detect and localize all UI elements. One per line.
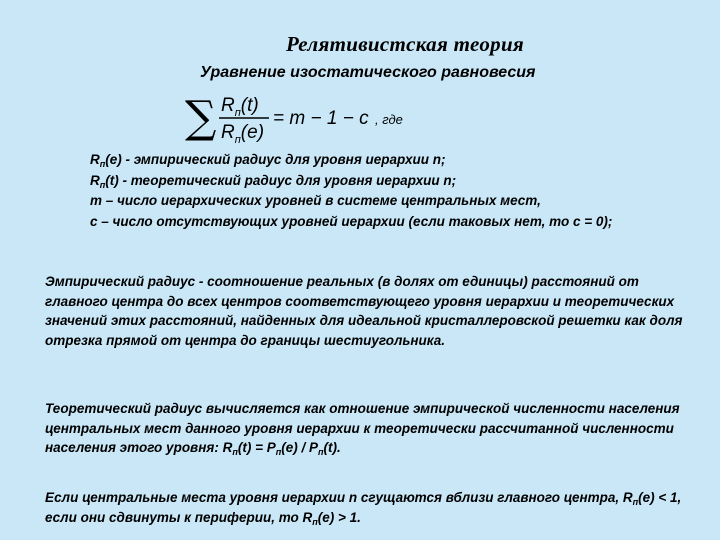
formula-rhs: = m − 1 − c: [273, 108, 369, 129]
sum-symbol: ∑: [185, 92, 217, 143]
slide-subtitle: Уравнение изостатического равновесия: [200, 64, 536, 81]
definition-empirical-radius: $R_п(е)$ - эмпирический радиус для уровня иерархии n;: [90, 152, 446, 169]
numerator: $R_п(t)$: [221, 95, 259, 119]
paragraph-condition: Если центральные места уровня иерархии n сгущаются вблизи главного центра, $R_п(е) < 1$, если они сдвинуты к периферии, то $R_п(е) > 1$.: [45, 490, 682, 527]
definition-c: c – число отсутствующих уровней иерархии (если таковых нет, то с = 0);: [90, 213, 613, 229]
paragraph-theoretical-radius: Теоретический радиус вычисляется как отношение эмпирической численности населения центральных мест данного уровня иерархии к теоретически рассчитанной численности населения этого уровня: $R_п(t) = P_п(е) / P_п(t)$.: [45, 401, 680, 457]
slide-title: Релятивистская теория: [285, 32, 525, 56]
denominator: $R_п(e)$: [221, 122, 265, 146]
paragraph-empirical-radius: Эмпирический радиус - соотношение реальных (в долях от единицы) расстояний от главного центра до всех центров соответствующего уровня иерархии и теоретических значений этих расстояний, найденных для идеальной кристаллеровской решетки как доля отрезка прямой от центра до границы шестиугольника.: [45, 274, 683, 348]
formula-graphic: [185, 88, 445, 144]
definition-m: m – число иерархических уровней в системе центральных мест,: [90, 193, 541, 208]
equilibrium-formula: [185, 88, 445, 144]
formula-tail: , где: [375, 112, 403, 127]
definitions-list: [90, 150, 710, 232]
definition-theoretical-radius: $R_п(t)$ - теоретический радиус для уровня иерархии n;: [90, 172, 457, 190]
